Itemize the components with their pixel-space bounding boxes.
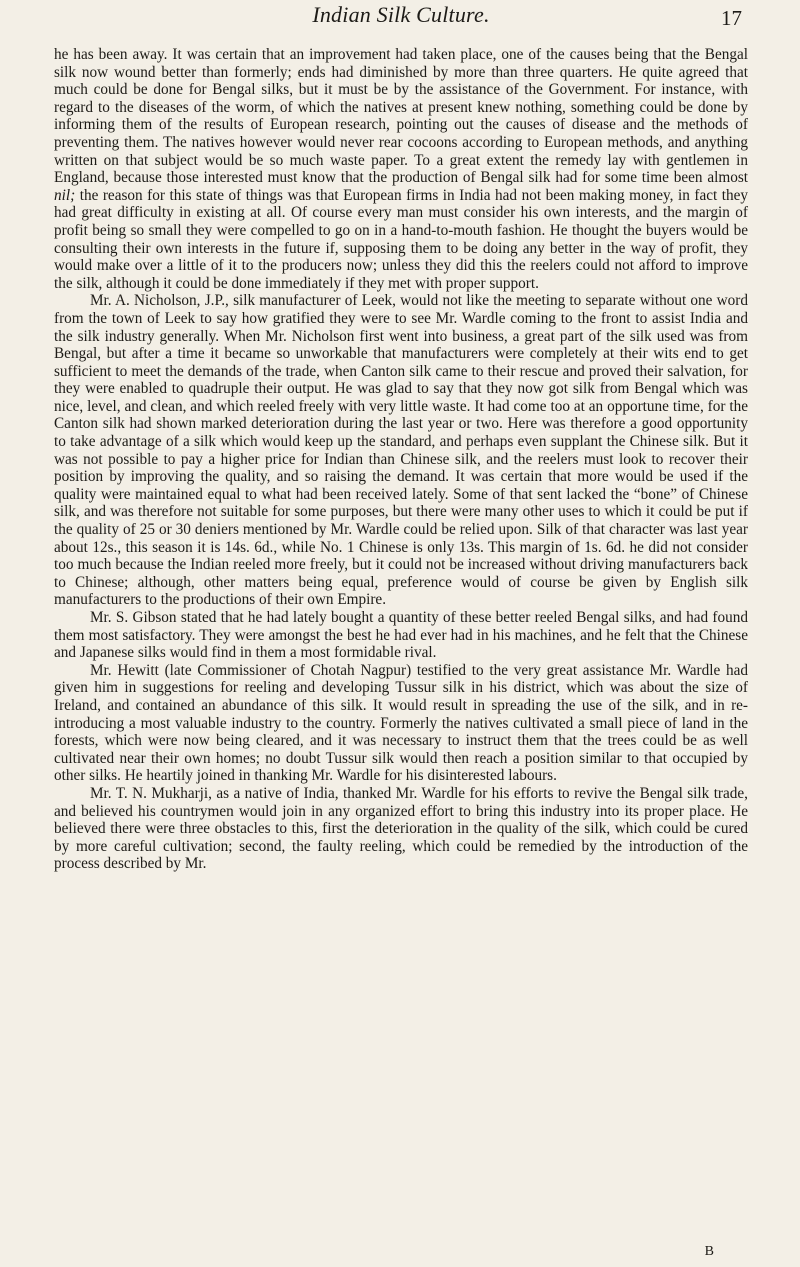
page-number: 17: [721, 6, 742, 30]
paragraph-nicholson: Mr. A. Nicholson, J.P., silk manufacturer of Leek, would not like the meeting to separate without one word from the town of Leek to say how gratified they were to see Mr. Wardle coming to the front to assist India and the silk industry generally. When Mr. Nicholson first went into business, a great part of the silk used was from Bengal, but after a time it became so unworkable that manufacturers were completely at their wits end to get sufficient to meet the demands of the trade, when Canton silk came to their rescue and proved their salvation, for they were enabled to quadruple their output. He was glad to say that they now got silk from Bengal which was nice, level, and clean, and which reeled freely with very little waste. It had come too at an opportune time, for the Canton silk had shown marked deterioration during the last year or two. Here was therefore a good opportunity to take advantage of a silk which would keep up the standard, and perhaps even supplant the Chinese silk. But it was not possible to pay a higher price for Indian than Chinese silk, and the reelers must look to recover their position by improving the quality, and so raising the demand. It was certain that more would be used if the quality were maintained equal to what had been received lately. Some of that sent lacked the “bone” of Chinese silk, and was therefore not suitable for some purposes, but there were many other uses to which it could be put if the quality of 25 or 30 deniers mentioned by Mr. Wardle could be relied upon. Silk of that character was last year about 12s., this season it is 14s. 6d., while No. 1 Chinese is only 13s. This margin of 1s. 6d. he did not consider too much because the Indian reeled more freely, but it could not be increased without driving manufacturers back to Chinese; although, other matters being equal, preference would of course be given by English silk manufacturers to the productions of their own Empire.: [54, 292, 748, 609]
paragraph-hewitt: Mr. Hewitt (late Commissioner of Chotah Nagpur) testified to the very great assistance Mr. Wardle had given him in suggestions for reeling and developing Tussur silk in his district, which was about the size of Ireland, and contained an abundance of this silk. It would result in spreading the use of the silk, and in re-introducing a most valuable industry to the country. Formerly the natives cultivated a small piece of land in the forests, which were now being cleared, and it was necessary to instruct them that the trees could be as well cultivated near their own homes; no doubt Tussur silk would then reach a position similar to that occupied by other silks. He heartily joined in thanking Mr. Wardle for his disinterested labours.: [54, 661, 748, 785]
signature-mark: B: [704, 1244, 714, 1259]
paragraph-gibson: Mr. S. Gibson stated that he had lately bought a quantity of these better reeled Bengal silks, and had found them most satisfactory. They were amongst the best he had ever had in his machines, and he felt that the Chinese and Japanese silks would find in them a most formidable rival.: [54, 609, 748, 662]
paragraph-continuation: he has been away. It was certain that an improvement had taken place, one of the causes being that the Bengal silk now wound better than formerly; ends had diminished by more than three quarters. He quite agreed that much could be done for Bengal silks, but it must be by the assistance of the Government. For instance, with regard to the diseases of the worm, of which the natives at present knew nothing, something could be done by informing them of the results of European research, pointing out the causes of disease and the methods of preventing them. The natives however would never rear cocoons according to European methods, and anything written on that subject would be so much waste paper. To a great extent the remedy lay with gentlemen in England, because those interested must know that the production of Bengal silk had for some time been almost nil; the reason for this state of things was that European firms in India had not been making money, in fact they had great difficulty in existing at all. Of course every man must consider his own interests, and the margin of profit being so small they were compelled to go on in a hand-to-mouth fashion. He thought the buyers would be consulting their own interests in the future if, supposing them to be doing any better in the way of profit, they would make over a little of it to the producers now; unless they did this the reelers could not afford to improve the silk, although it could be done immediately if they met with proper support.: [54, 46, 748, 292]
running-title: Indian Silk Culture.: [312, 2, 490, 27]
paragraph-mukharji: Mr. T. N. Mukharji, as a native of India, thanked Mr. Wardle for his efforts to revive the Bengal silk trade, and believed his countrymen would join in any organized effort to bring this industry into its proper place. He believed there were three obstacles to this, first the deterioration in the quality of the silk, which could be cured by more careful cultivation; second, the faulty reeling, which could be remedied by the introduction of the process described by Mr.: [54, 784, 748, 873]
body-text: [54, 46, 748, 873]
running-head: [54, 0, 748, 46]
